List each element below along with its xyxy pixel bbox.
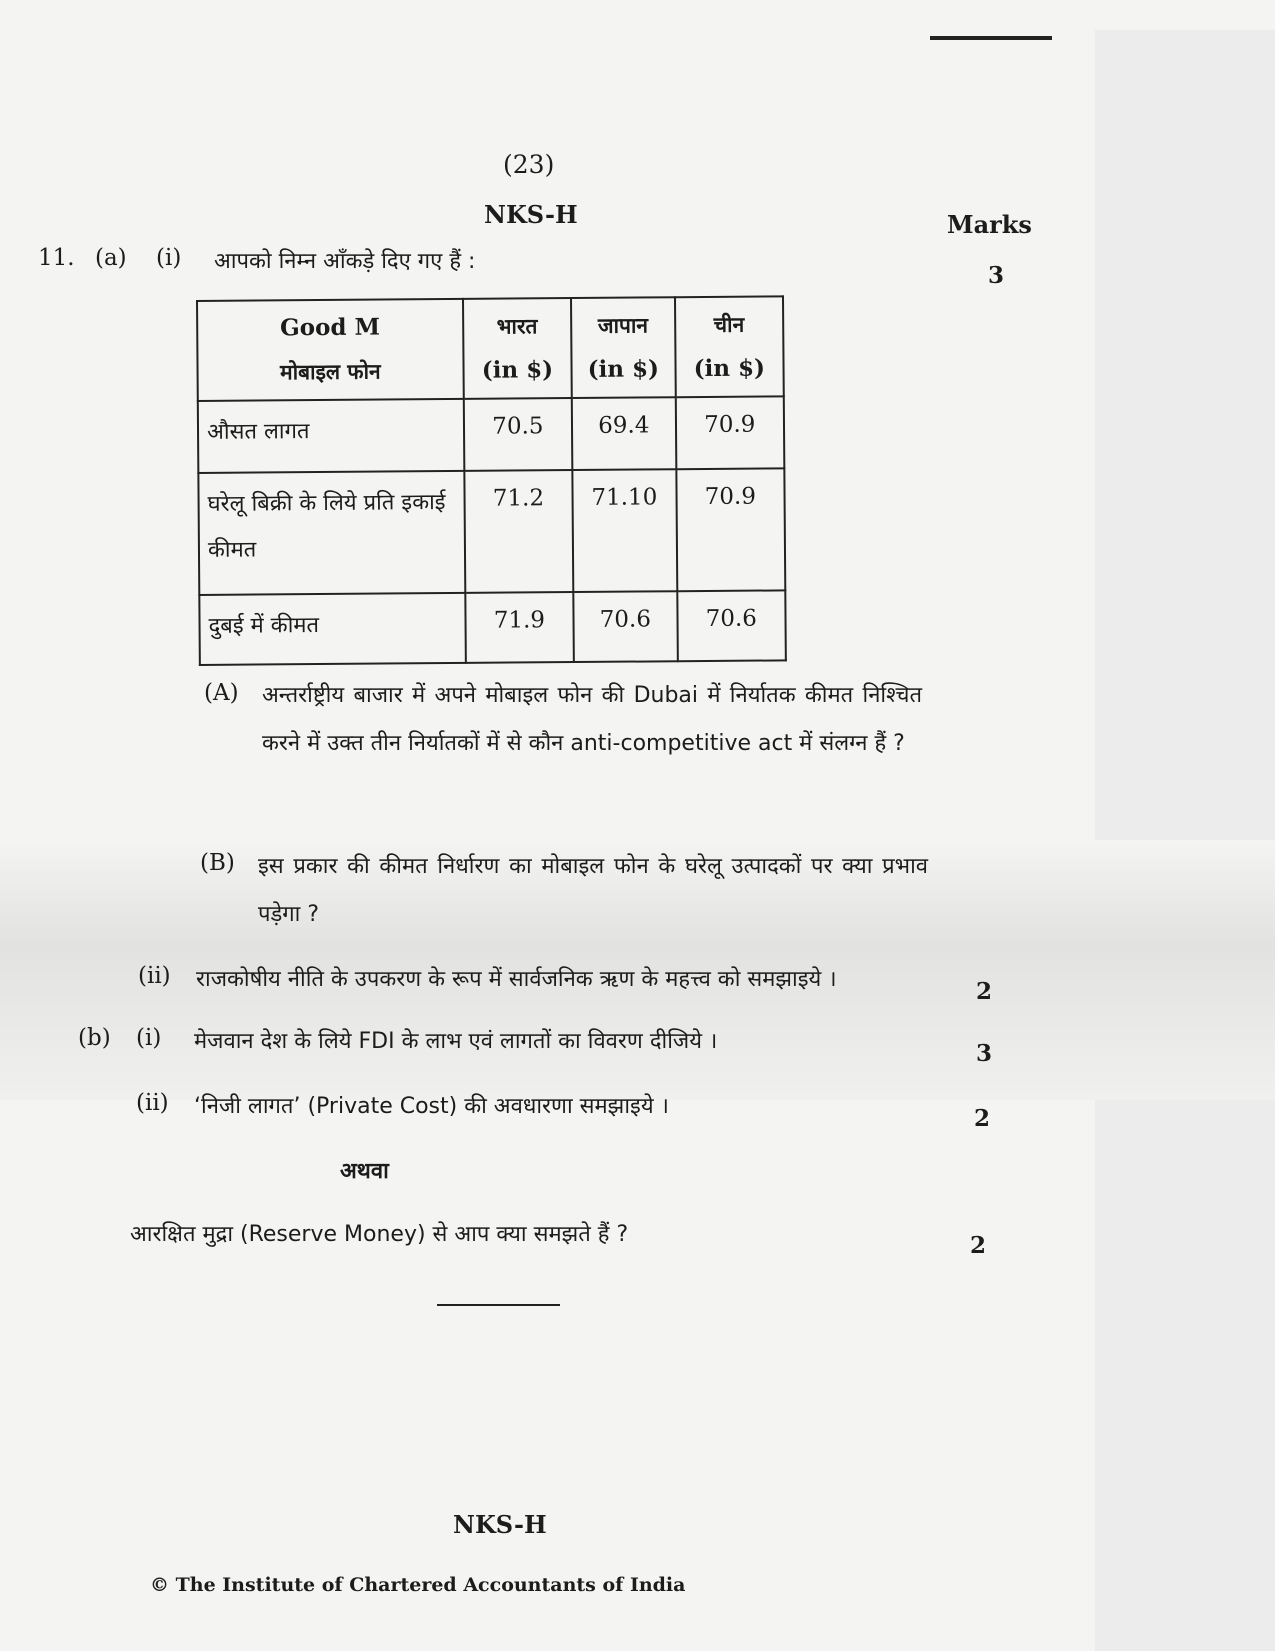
table-cell: 70.9 bbox=[676, 468, 785, 591]
part-b-marker: (b) bbox=[78, 1025, 111, 1051]
sub-a-marker: (A) bbox=[204, 680, 239, 706]
country-name: जापान bbox=[597, 313, 649, 338]
marks-b-ii: 2 bbox=[974, 1105, 991, 1132]
sub-b-i-marker: (i) bbox=[136, 1025, 162, 1051]
mobile-price-table bbox=[196, 295, 787, 666]
table-header-row bbox=[197, 296, 784, 401]
header-country bbox=[571, 297, 675, 398]
header-good-sub: मोबाइल फोन bbox=[279, 359, 381, 385]
table-cell: 71.10 bbox=[572, 469, 676, 592]
paper-code-top: NKS-H bbox=[484, 200, 578, 229]
table-row bbox=[198, 396, 785, 473]
marks-alt: 2 bbox=[970, 1232, 987, 1259]
row-label: घरेलू बिक्री के लिये प्रति इकाई कीमत bbox=[198, 471, 465, 595]
row-label: दुबई में कीमत bbox=[199, 593, 465, 665]
table-cell: 70.6 bbox=[677, 590, 786, 661]
table-cell: 71.9 bbox=[465, 592, 574, 663]
marks-a-i: 3 bbox=[988, 262, 1005, 289]
top-rule bbox=[930, 36, 1052, 40]
question-number: 11. bbox=[38, 245, 75, 271]
header-country bbox=[463, 298, 572, 399]
question-a-ii-text: राजकोषीय नीति के उपकरण के रूप में सार्वजनिक ऋण के महत्त्व को समझाइये । bbox=[196, 967, 837, 992]
country-name: चीन bbox=[713, 312, 745, 337]
end-rule bbox=[437, 1304, 560, 1306]
table-cell: 70.6 bbox=[573, 591, 677, 662]
table-cell: 69.4 bbox=[572, 397, 676, 470]
header-country bbox=[674, 296, 783, 397]
question-b-i-text: मेजवान देश के लिये FDI के लाभ एवं लागतों का विवरण दीजिये । bbox=[194, 1029, 718, 1054]
paper-code-bottom: NKS-H bbox=[453, 1510, 547, 1539]
sub-b-marker: (B) bbox=[200, 850, 235, 876]
country-unit: (in $) bbox=[587, 355, 660, 383]
marks-b-i: 3 bbox=[976, 1040, 993, 1067]
header-good bbox=[197, 299, 463, 401]
header-good-label: Good M bbox=[279, 313, 381, 342]
question-b-ii-text: ‘निजी लागत’ (Private Cost) की अवधारणा समझाइये । bbox=[194, 1094, 669, 1119]
table-cell: 71.2 bbox=[464, 470, 573, 593]
question-alt-text: आरक्षित मुद्रा (Reserve Money) से आप क्या समझते हैं ? bbox=[130, 1222, 629, 1247]
row-label: औसत लागत bbox=[198, 399, 464, 473]
question-intro: आपको निम्न आँकड़े दिए गए हैं : bbox=[214, 249, 476, 274]
page-number: (23) bbox=[503, 150, 555, 179]
part-a-marker: (a) bbox=[95, 245, 127, 271]
country-unit: (in $) bbox=[693, 354, 766, 383]
table-cell: 70.9 bbox=[675, 396, 784, 469]
marks-heading: Marks bbox=[947, 210, 1032, 239]
question-a-text: अन्तर्राष्ट्रीय बाजार में अपने मोबाइल फोन की Dubai में निर्यातक कीमत निश्चित करने में उक्त तीन निर्यातकों में से कौन anti-competitive act में संलग्न हैं ? bbox=[262, 683, 922, 756]
question-b-text: इस प्रकार की कीमत निर्धारण का मोबाइल फोन के घरेलू उत्पादकों पर क्या प्रभाव पड़ेगा ? bbox=[258, 854, 928, 927]
table-row bbox=[199, 590, 786, 665]
copyright-footer: © The Institute of Chartered Accountants of India bbox=[150, 1574, 686, 1596]
country-name: भारत bbox=[496, 314, 538, 339]
marks-a-ii: 2 bbox=[976, 978, 993, 1005]
table-cell: 70.5 bbox=[463, 398, 572, 471]
sub-a-ii-marker: (ii) bbox=[138, 963, 171, 989]
or-label: अथवा bbox=[340, 1159, 389, 1184]
sub-b-ii-marker: (ii) bbox=[136, 1090, 169, 1116]
country-unit: (in $) bbox=[481, 356, 554, 384]
sub-i-marker: (i) bbox=[156, 245, 182, 271]
table-row bbox=[198, 468, 785, 595]
